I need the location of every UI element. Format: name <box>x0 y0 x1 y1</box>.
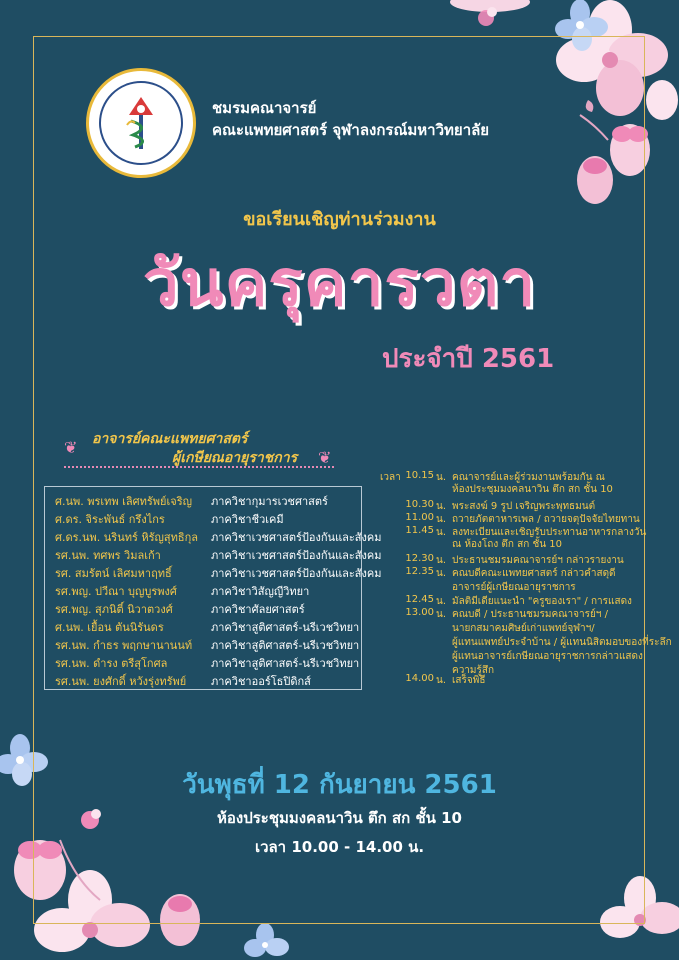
retiree-dept: ภาควิชาชีวเคมี <box>211 513 284 526</box>
retiree-name: รศ.นพ. ยงศักดิ์ หวังรุ่งทรัพย์ <box>55 675 187 688</box>
retiree-dept: ภาควิชาวิสัญญีวิทยา <box>211 585 310 598</box>
schedule-time: 11.45 <box>405 525 434 536</box>
retiree-dept: ภาควิชาศัลยศาสตร์ <box>211 603 305 616</box>
organizer-line-1: ชมรมคณาจารย์ <box>212 99 317 117</box>
schedule-activity: ผู้แทนอาจารย์เกษียณอายุราชการกล่าวแสดง <box>452 651 643 662</box>
retiree-name: รศ.พญ. สุภนิติ์ นิวาตวงศ์ <box>55 603 173 616</box>
schedule-unit: น. <box>436 555 447 566</box>
schedule-activity: ถวายภัตตาหารเพล / ถวายจตุปัจจัยไทยทาน <box>452 514 640 525</box>
schedule-time: 12.30 <box>405 553 434 564</box>
section-title-line-1: อาจารย์คณะแพทยศาสตร์ <box>92 431 248 447</box>
retiree-name: รศ.นพ. ดำรง ตรีสุโกศล <box>55 657 168 670</box>
invite-text: ขอเรียนเชิญท่านร่วมงาน <box>243 209 436 230</box>
schedule-time: 13.00 <box>405 607 434 618</box>
schedule-activity: นายกสมาคมศิษย์เก่าแพทย์จุฬาฯ/ <box>452 623 595 634</box>
retiree-dept: ภาควิชาสูติศาสตร์-นรีเวชวิทยา <box>211 639 360 652</box>
schedule-unit: น. <box>436 501 447 512</box>
schedule-activity: คณบดีคณะแพทยศาสตร์ กล่าวคำสดุดี <box>452 568 616 579</box>
schedule-unit: น. <box>436 514 447 525</box>
organizer-line-2: คณะแพทยศาสตร์ จุฬาลงกรณ์มหาวิทยาลัย <box>212 121 490 139</box>
schedule-activity: มัลติมีเดียแนะนำ "ครูของเรา" / การแสดง <box>452 596 632 607</box>
retiree-name: ศ.ดร. จิระพันธ์ กรึงไกร <box>55 513 165 526</box>
schedule-unit: น. <box>436 472 447 483</box>
retiree-name: ศ.นพ. พรเทพ เลิศทรัพย์เจริญ <box>55 495 192 508</box>
schedule-activity: พระสงฆ์ 9 รูป เจริญพระพุทธมนต์ <box>452 501 596 512</box>
retiree-name: ศ.ดร.นพ. นรินทร์ หิรัญสุทธิกุล <box>55 531 199 544</box>
retiree-dept: ภาควิชากุมารเวชศาสตร์ <box>211 495 328 508</box>
schedule-label: เวลา <box>380 472 401 483</box>
schedule-activity: คณาจารย์และผู้ร่วมงานพร้อมกัน ณ <box>452 472 605 483</box>
schedule-time: 10.30 <box>405 499 434 510</box>
schedule-unit: น. <box>436 527 447 538</box>
schedule-time: 12.45 <box>405 594 434 605</box>
retiree-dept: ภาควิชาสูติศาสตร์-นรีเวชวิทยา <box>211 657 360 670</box>
schedule-unit: น. <box>436 596 447 607</box>
schedule-time: 10.15 <box>405 470 434 481</box>
schedule-time: 12.35 <box>405 566 434 577</box>
event-date: วันพุธที่ 12 กันยายน 2561 <box>182 770 497 800</box>
schedule-activity: อาจารย์ผู้เกษียณอายุราชการ <box>452 582 576 593</box>
schedule-activity: ประธานชมรมคณาจารย์ฯ กล่าวรายงาน <box>452 555 624 566</box>
retiree-name: รศ.นพ. กำธร พฤกษานานนท์ <box>55 639 193 652</box>
retiree-name: รศ.พญ. ปวีณา บุญบูรพงศ์ <box>55 585 177 598</box>
schedule-activity: เสร็จพิธี <box>452 675 486 686</box>
schedule-unit: น. <box>436 568 447 579</box>
schedule-activity: ณ ห้องโถง ตึก สก ชั้น 10 <box>452 539 563 550</box>
section-title-line-2: ผู้เกษียณอายุราชการ <box>172 450 298 466</box>
retiree-name: ศ.นพ. เยื้อน ตันนิรันดร <box>55 621 164 634</box>
ornament-right: ❦ <box>318 448 332 467</box>
schedule-activity: ลงทะเบียนและเชิญรับประทานอาหารกลางวัน <box>452 527 647 538</box>
retiree-dept: ภาควิชาสูติศาสตร์-นรีเวชวิทยา <box>211 621 360 634</box>
schedule-unit: น. <box>436 675 447 686</box>
schedule-activity: ความรู้สึก <box>452 665 495 676</box>
event-place: ห้องประชุมมงคลนาวิน ตึก สก ชั้น 10 <box>217 809 462 827</box>
event-time: เวลา 10.00 - 14.00 น. <box>254 838 425 856</box>
schedule-time: 14.00 <box>405 673 434 684</box>
ornament-left: ❦ <box>64 438 78 457</box>
event-year: ประจำปี 2561 <box>382 344 555 374</box>
retiree-dept: ภาควิชาเวชศาสตร์ป้องกันและสังคม <box>211 567 382 580</box>
section-underline <box>64 466 334 468</box>
event-title: วันครุคารวตา <box>142 247 537 321</box>
schedule-activity: ห้องประชุมมงคลนาวิน ตึก สก ชั้น 10 <box>452 484 613 495</box>
schedule-time: 11.00 <box>405 512 434 523</box>
retiree-dept: ภาควิชาเวชศาสตร์ป้องกันและสังคม <box>211 531 382 544</box>
faculty-club-logo <box>86 68 196 178</box>
retiree-dept: ภาควิชาเวชศาสตร์ป้องกันและสังคม <box>211 549 382 562</box>
retiree-name: รศ. สมรัตน์ เลิศมหาฤทธิ์ <box>55 567 172 580</box>
retiree-dept: ภาควิชาออร์โธปิดิกส์ <box>211 675 311 688</box>
schedule-unit: น. <box>436 609 447 620</box>
schedule-activity: คณบดี / ประธานชมรมคณาจารย์ฯ / <box>452 609 608 620</box>
retirees-table <box>44 486 382 690</box>
schedule-activity: ผู้แทนแพทย์ประจำบ้าน / ผู้แทนนิสิตมอบของที่ระลึก <box>452 637 672 648</box>
retiree-name: รศ.นพ. ทศพร วิมลเก้า <box>55 549 161 562</box>
